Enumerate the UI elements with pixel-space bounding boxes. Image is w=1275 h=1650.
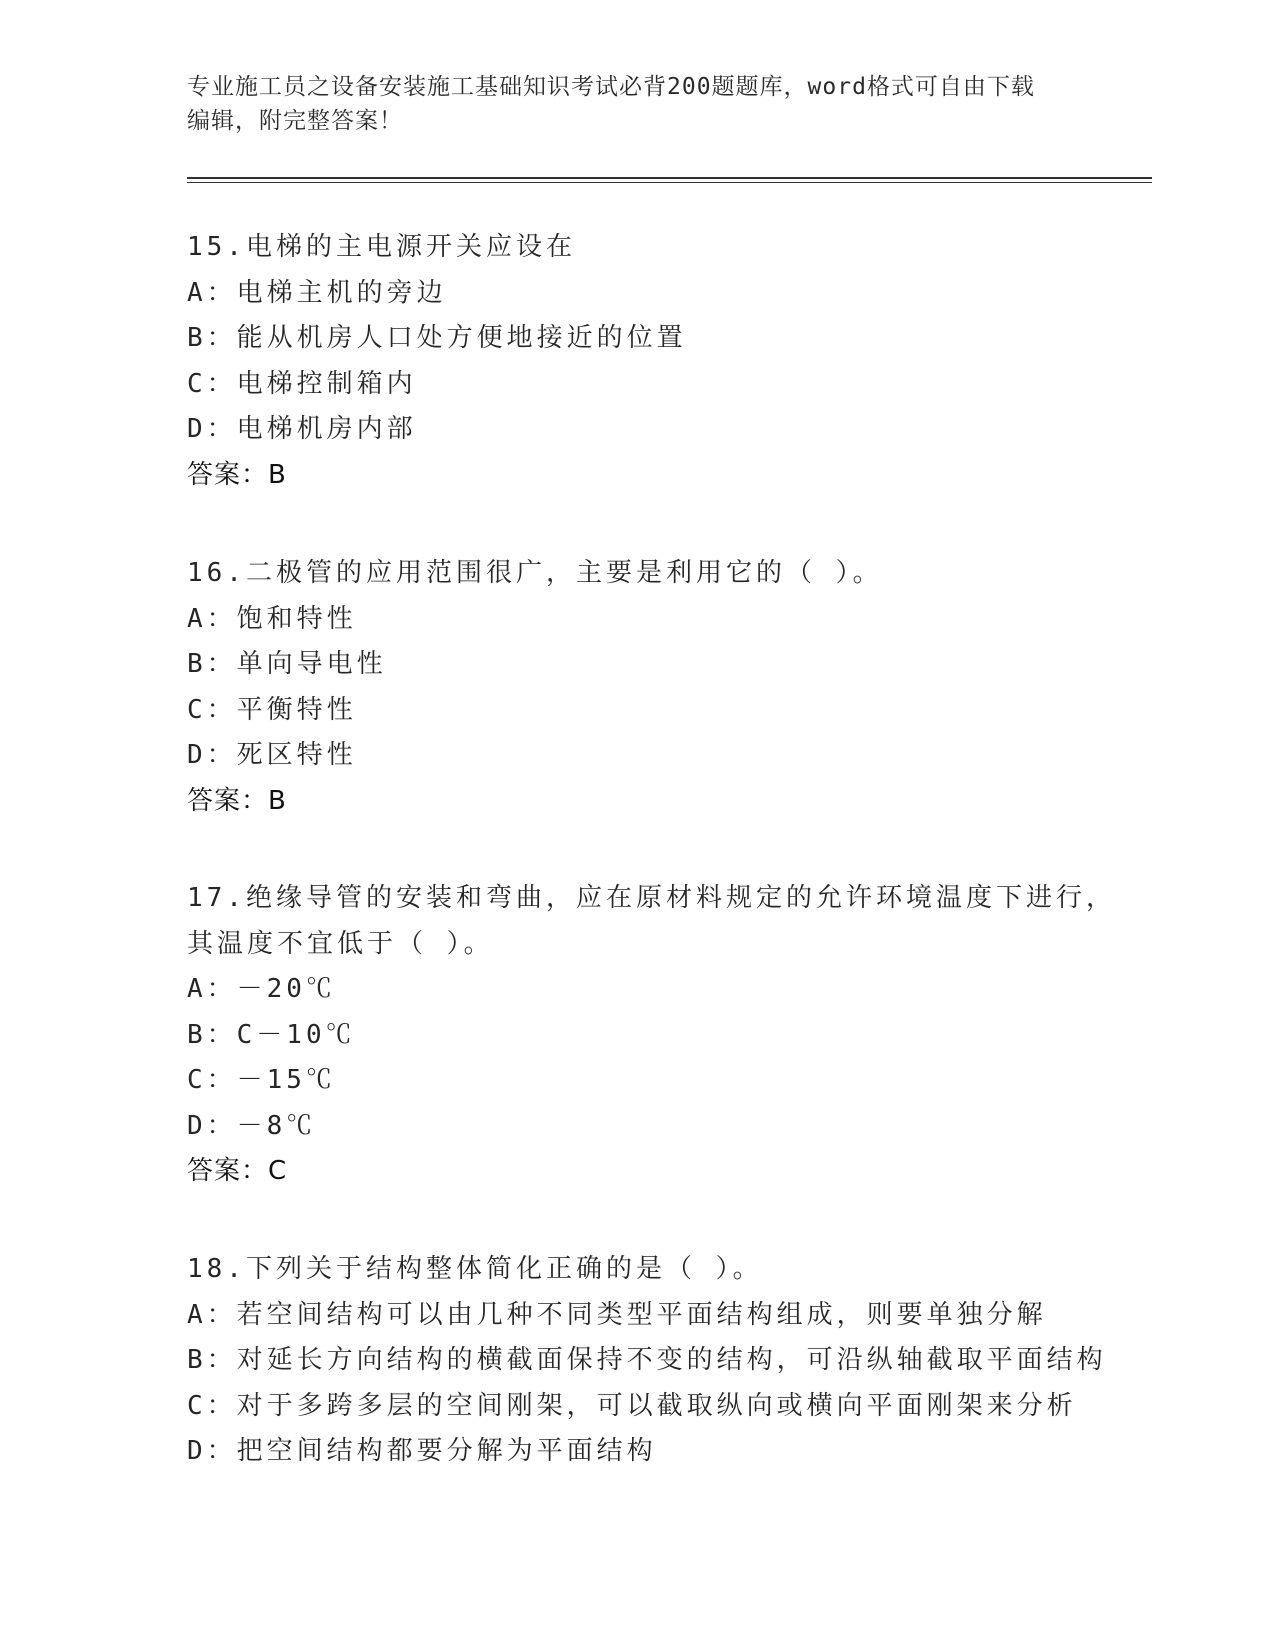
option-b: B：C－10℃ <box>187 1019 356 1050</box>
option-b: B：单向导电性 <box>187 649 387 679</box>
header-divider-thick <box>187 177 1152 179</box>
option-b: B：对延长方向结构的横截面保持不变的结构，可沿纵轴截取平面结构 <box>187 1345 1107 1375</box>
question-stem: 18.下列关于结构整体简化正确的是（ ）。 <box>187 1254 763 1284</box>
question-stem: 16.二极管的应用范围很广，主要是利用它的（ ）。 <box>187 558 883 588</box>
question-15 <box>187 225 1087 498</box>
option-d: D：死区特性 <box>187 740 357 770</box>
question-stem: 15.电梯的主电源开关应设在 <box>187 232 576 262</box>
option-a: A：电梯主机的旁边 <box>187 277 447 308</box>
option-a: A：若空间结构可以由几种不同类型平面结构组成，则要单独分解 <box>187 1299 1047 1330</box>
question-16 <box>187 551 1087 824</box>
question-18 <box>187 1247 1107 1475</box>
option-d: D：电梯机房内部 <box>187 414 417 444</box>
header-line-1: 专业施工员之设备安装施工基础知识考试必背200题题库，word格式可自由下载 <box>187 74 1035 100</box>
header-divider-thin <box>187 182 1152 183</box>
question-17 <box>187 876 1116 1195</box>
answer-label: 答案：B <box>187 459 287 490</box>
question-stem-continued: 其温度不宜低于（ ）。 <box>187 928 494 959</box>
option-c: C：－15℃ <box>187 1065 336 1095</box>
option-c: C：平衡特性 <box>187 694 357 725</box>
answer-label: 答案：C <box>187 1156 288 1186</box>
option-a: A：饱和特性 <box>187 603 357 634</box>
question-stem: 17.绝缘导管的安装和弯曲，应在原材料规定的允许环境温度下进行， <box>187 883 1116 913</box>
option-a: A：－20℃ <box>187 974 336 1004</box>
answer-label: 答案：B <box>187 785 287 816</box>
option-d: D：－8℃ <box>187 1110 317 1141</box>
option-b: B：能从机房人口处方便地接近的位置 <box>187 323 687 353</box>
option-c: C：电梯控制箱内 <box>187 368 417 399</box>
option-d: D：把空间结构都要分解为平面结构 <box>187 1436 657 1466</box>
document-header <box>187 70 1087 138</box>
option-c: C：对于多跨多层的空间刚架，可以截取纵向或横向平面刚架来分析 <box>187 1390 1077 1421</box>
header-line-2: 编辑，附完整答案！ <box>187 108 403 134</box>
